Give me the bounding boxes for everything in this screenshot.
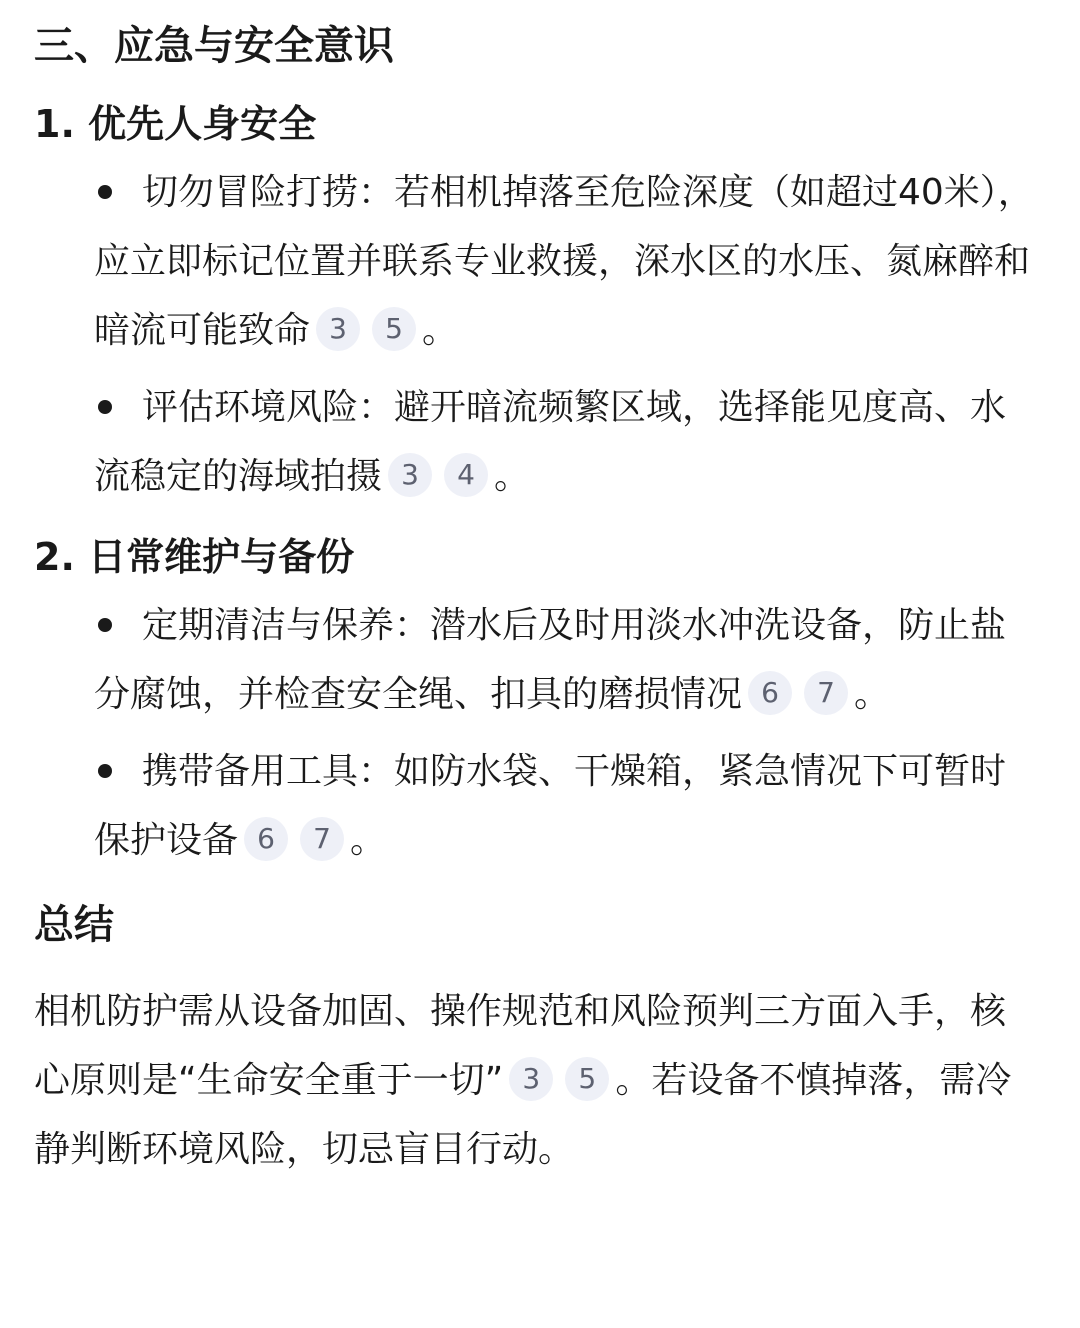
citation-badge[interactable]: 6 — [244, 817, 288, 861]
citation-badge[interactable]: 4 — [444, 453, 488, 497]
bullet-end-punct: 。 — [494, 456, 531, 497]
list-item — [94, 737, 1040, 875]
bullet-end-punct: 。 — [854, 674, 891, 715]
list-item — [94, 158, 1040, 365]
citation-badge[interactable]: 3 — [316, 307, 360, 351]
summary-title: 总结 — [34, 902, 114, 948]
bullet-end-punct: 。 — [422, 310, 459, 351]
bullet-dot-icon — [98, 618, 112, 632]
bullet-list-1 — [34, 158, 1040, 511]
summary-paragraph — [34, 977, 1040, 1184]
section-title: 三、应急与安全意识 — [34, 23, 394, 69]
citation-badge[interactable]: 5 — [565, 1057, 609, 1101]
subsection-title-1: 1. 优先人身安全 — [34, 102, 317, 146]
summary-text-before: 相机防护需从设备加固、操作规范和风险预判三方面入手，核心原则是“生命安全重于一切” — [34, 991, 1007, 1101]
bullet-dot-icon — [98, 764, 112, 778]
citation-badge[interactable]: 5 — [372, 307, 416, 351]
citation-badge[interactable]: 6 — [748, 671, 792, 715]
citation-badge[interactable]: 7 — [300, 817, 344, 861]
bullet-dot-icon — [98, 400, 112, 414]
subsection-title-2: 2. 日常维护与备份 — [34, 535, 355, 579]
bullet-text: 携带备用工具：如防水袋、干燥箱，紧急情况下可暂时保护设备 — [94, 751, 1007, 861]
citation-badge[interactable]: 3 — [388, 453, 432, 497]
citation-badge[interactable]: 7 — [804, 671, 848, 715]
list-item — [94, 591, 1040, 729]
bullet-dot-icon — [98, 185, 112, 199]
list-item — [94, 373, 1040, 511]
bullet-list-2 — [34, 591, 1040, 875]
bullet-end-punct: 。 — [350, 820, 387, 861]
bullet-text: 切勿冒险打捞：若相机掉落至危险深度（如超过40米），应立即标记位置并联系专业救援，深水区的水压、氮麻醉和暗流可能致命 — [94, 172, 1034, 351]
bullet-text: 定期清洁与保养：潜水后及时用淡水冲洗设备，防止盐分腐蚀，并检查安全绳、扣具的磨损情况 — [94, 605, 1007, 715]
summary-text-after: 。若设备不慎掉落，需冷静判断环境风险，切忌盲目行动。 — [34, 1060, 1012, 1170]
bullet-text: 评估环境风险：避开暗流频繁区域，选择能见度高、水流稳定的海域拍摄 — [94, 387, 1007, 497]
citation-badge[interactable]: 3 — [509, 1057, 553, 1101]
